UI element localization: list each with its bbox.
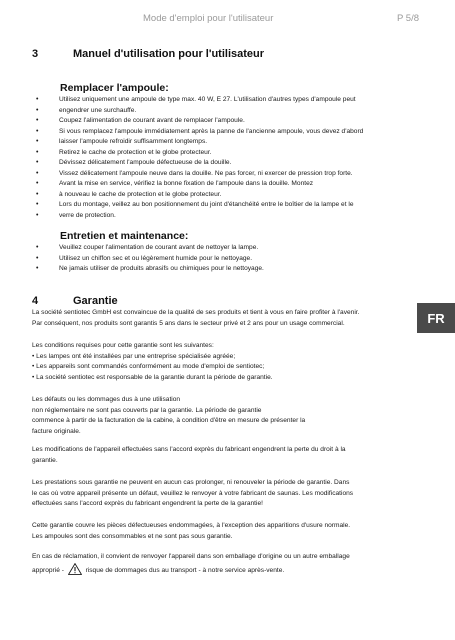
text-fragment: risque de dommages dus au transport - à notre service après-vente. — [85, 566, 285, 574]
guarantee-coverage — [32, 521, 422, 542]
list-item: • Dévissez délicatement l'ampoule défectueuse de la douille. — [36, 158, 414, 169]
section-3-title: Manuel d'utilisation pour l'utilisateur — [73, 48, 265, 60]
guarantee-claims — [32, 552, 422, 576]
section-3-heading — [32, 48, 264, 60]
text-line: En cas de réclamation, il convient de renvoyer l'appareil dans son emballage d'origine ou un autre emballage — [32, 553, 350, 560]
text-line — [32, 563, 422, 577]
text-line: • Les appareils sont commandés conformément au mode d'emploi de sentiotec; — [32, 363, 265, 370]
guarantee-modifications — [32, 445, 422, 466]
text-line: • La société sentiotec est responsable de la garantie durant la période de garantie. — [32, 373, 273, 381]
text-line: le cas où votre appareil présente un défaut, veuillez le renvoyer à votre fabricant de saunas. Les modifications — [32, 489, 354, 497]
list-item: • verre de protection. — [36, 211, 414, 222]
text-line: Les modifications de l'appareil effectuées sans l'accord exprès du fabricant engendrent la perte du droit à la — [32, 446, 346, 453]
document-title: Mode d'emploi pour l'utilisateur — [143, 13, 274, 24]
list-item: • Utilisez uniquement une ampoule de type max. 40 W, E 27. L'utilisation d'autres types d'ampoule peut — [36, 95, 414, 106]
language-tab: FR — [417, 303, 455, 333]
text-line: La société sentiotec GmbH est convaincue de la qualité de ses produits et tient à vous en faire profiter à l'avenir. — [32, 309, 360, 316]
list-item: • Utilisez un chiffon sec et ou légèrement humide pour le nettoyage. — [36, 254, 414, 265]
list-item: • Retirez le cache de protection et le globe protecteur. — [36, 148, 414, 159]
list-item: • à nouveau le cache de protection et le globe protecteur. — [36, 190, 414, 201]
section-4-number: 4 — [32, 295, 39, 307]
list-item: • Ne jamais utiliser de produits abrasifs ou chimiques pour le nettoyage. — [36, 264, 414, 275]
text-line: facture originale. — [32, 427, 81, 435]
list-item: • Vissez délicatement l'ampoule neuve dans la douille. Ne pas forcer, ni exercer de pression trop forte. — [36, 169, 414, 180]
text-line: commence à partir de la facturation de la cabine, à condition d'être en mesure de présenter la — [32, 417, 306, 424]
lamp-instructions-list — [36, 95, 414, 221]
text-fragment: approprié - — [32, 566, 64, 574]
text-line: non réglementaire ne sont pas couverts par la garantie. La période de garantie — [32, 406, 262, 414]
lamp-heading: Remplacer l'ampoule: — [60, 82, 169, 94]
page-header — [0, 13, 455, 27]
maintenance-heading: Entretien et maintenance: — [60, 230, 189, 242]
section-4-title: Garantie — [73, 295, 118, 307]
list-item: • laisser l'ampoule refroidir suffisamment longtemps. — [36, 137, 414, 148]
list-item: • Lors du montage, veillez au bon positionnement du joint d'étanchéité entre le boîtier de la lampe et le — [36, 200, 414, 211]
section-3-number: 3 — [32, 48, 39, 60]
guarantee-intro — [32, 308, 422, 329]
list-item: • Si vous remplacez l'ampoule immédiatement après la panne de l'ancienne ampoule, vous devez d'abord — [36, 127, 414, 138]
section-4-heading — [32, 295, 118, 307]
list-item: • Coupez l'alimentation de courant avant de remplacer l'ampoule. — [36, 116, 414, 127]
page-number: P 5/8 — [397, 13, 420, 24]
text-line: Les prestations sous garantie ne peuvent en aucun cas prolonger, ni renouveler la période de garantie. Dans — [32, 479, 350, 486]
text-line: Les ampoules sont des consommables et ne sont pas sous garantie. — [32, 532, 233, 540]
text-line: Les défauts ou les dommages dus à une utilisation — [32, 396, 181, 403]
text-line: Cette garantie couvre les pièces défectueuses endommagées, à l'exception des apparitions d'usure normale. — [32, 522, 351, 529]
text-line: • Les lampes ont été installées par une entreprise spécialisée agréée; — [32, 352, 236, 360]
text-line: Les conditions requises pour cette garantie sont les suivantes: — [32, 342, 214, 349]
maintenance-list — [36, 243, 414, 275]
guarantee-exclusions — [32, 395, 422, 437]
guarantee-services — [32, 478, 422, 510]
text-line: effectuées sans l'accord exprès du fabricant engendrent la perte de la garantie! — [32, 500, 263, 507]
warning-icon — [68, 563, 82, 575]
list-item: • Avant la mise en service, vérifiez la bonne fixation de l'ampoule dans la douille. Montez — [36, 179, 414, 190]
list-item: • Veuillez couper l'alimentation de courant avant de nettoyer la lampe. — [36, 243, 414, 254]
list-item: • engendrer une surchauffe. — [36, 106, 414, 117]
text-line: Par conséquent, nos produits sont garantis 5 ans dans le secteur privé et 2 ans pour un usage commercial. — [32, 319, 345, 327]
guarantee-conditions — [32, 341, 422, 383]
text-line: garantie. — [32, 456, 58, 464]
